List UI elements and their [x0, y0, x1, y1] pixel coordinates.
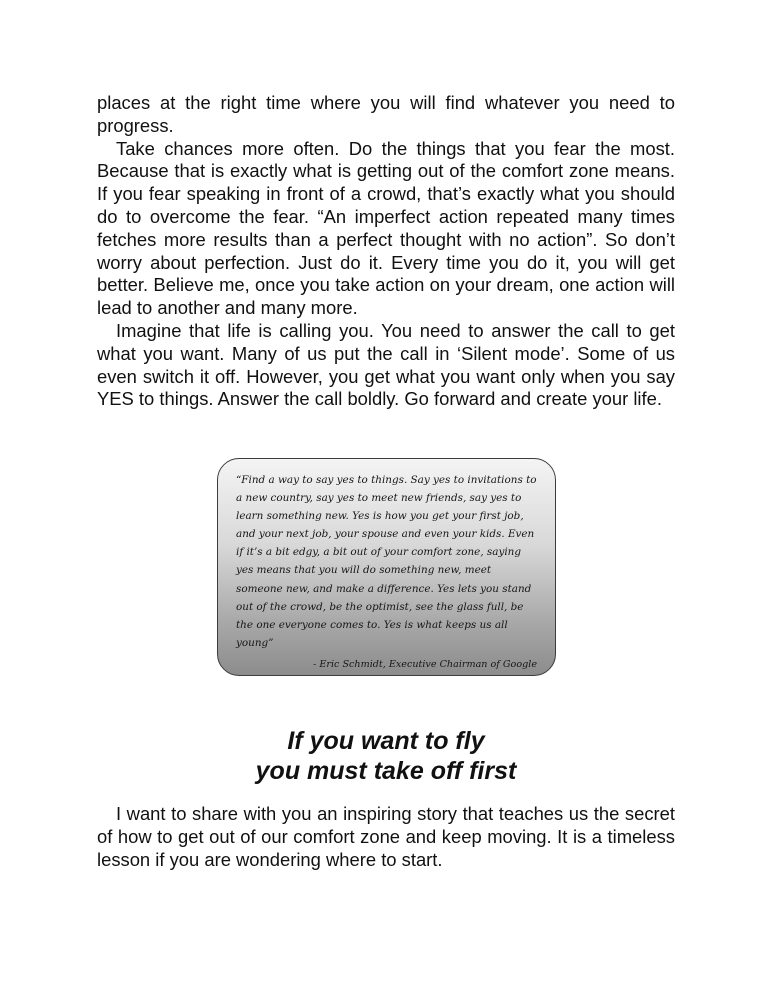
- section-heading: [97, 726, 675, 786]
- body-text-top: [97, 92, 675, 411]
- quote-text: “Find a way to say yes to things. Say yes to invitations to a new country, say yes to meet new friends, say yes to learn something new. Yes is how you get your first job, and your next job, your spouse and even your kids. Even if it’s a bit edgy, a bit out of your comfort zone, saying yes means that you will do something new, meet someone new, and make a difference. Yes lets you stand out of the crowd, be the optimist, see the glass full, be the one everyone comes to. Yes is what keeps us all young”: [236, 474, 537, 649]
- section-heading-line: you must take off first: [255, 757, 517, 785]
- paragraph: places at the right time where you will find whatever you need to progress.: [97, 92, 675, 136]
- paragraph: Imagine that life is calling you. You need to answer the call to get what you want. Many of us put the call in ‘Silent mode’. Some of us even switch it off. However, you get what you want only when you say YES to things. Answer the call boldly. Go forward and create your life.: [97, 319, 675, 410]
- body-text-bottom: [97, 803, 675, 871]
- paragraph: I want to share with you an inspiring story that teaches us the secret of how to get out of our comfort zone and keep moving. It is a timeless lesson if you are wondering where to start.: [97, 803, 675, 870]
- section-heading-line: If you want to fly: [287, 727, 485, 755]
- quote-attribution: - Eric Schmidt, Executive Chairman of Google: [313, 658, 537, 670]
- quote-callout: [217, 458, 556, 676]
- paragraph: Take chances more often. Do the things that you fear the most. Because that is exactly what is getting out of the comfort zone means. If you fear speaking in front of a crowd, that’s exactly what you should do to overcome the fear. “An imperfect action repeated many times fetches more results than a perfect thought with no action”. So don’t worry about perfection. Just do it. Every time you do it, you will get better. Believe me, once you take action on your dream, one action will lead to another and many more.: [97, 137, 675, 319]
